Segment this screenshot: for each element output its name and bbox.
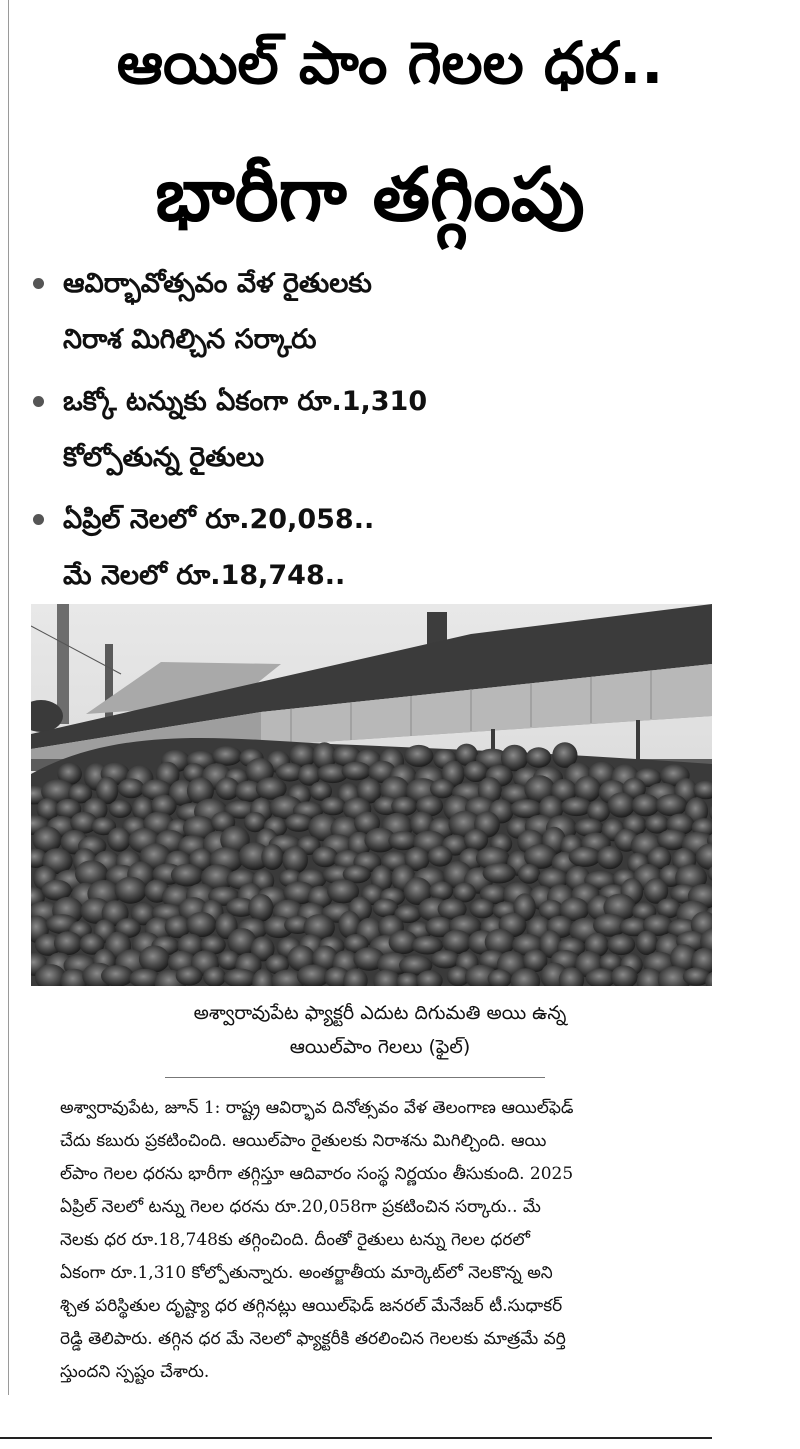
fruit-bunch: [342, 762, 371, 781]
highlight-item: [30, 374, 750, 486]
highlight-item: [30, 492, 750, 604]
bullet-dot-icon: [33, 396, 44, 407]
fruit-bunch: [212, 746, 242, 766]
bottom-rule: [0, 1437, 712, 1439]
article-line: రెడ్డి తెలిపారు. తగ్గిన ధర మే నెలలో ఫ్యాక్టరీకి తరలించిన గెలలకు మాత్రమే వర్తి: [60, 1329, 566, 1349]
fruit-bunch: [320, 797, 346, 816]
fruit-bunch: [526, 747, 551, 767]
headline-line-1: ఆయిల్ పాం గెలల ధర..: [116, 29, 664, 97]
fruit-bunch: [464, 829, 488, 851]
fruit-bunch: [282, 846, 308, 874]
caption-separator: [165, 1077, 545, 1078]
fruit-bunch: [404, 745, 433, 767]
highlights-list: [30, 256, 750, 610]
fruit-bunch: [608, 792, 635, 817]
fruit-bunch: [54, 931, 82, 955]
article-line: స్తుందని స్పష్టం చేశారు.: [60, 1362, 210, 1382]
article-body: [60, 1092, 716, 1389]
fruit-bunch: [561, 797, 592, 816]
fruit-bunch: [632, 794, 660, 816]
article-line: నెలకు ధర రూ.18,748కు తగ్గించింది. దీంతో రైతులు టన్ను గెలల ధరలో: [60, 1230, 530, 1250]
highlight-line: నిరాశ మిగిల్చిన సర్కారు: [63, 324, 317, 355]
article-line: ఏప్రిల్ నెలలో టన్ను గెలల ధరను రూ.20,058గా ప్రకటించిన సర్కారు.. మే: [60, 1197, 541, 1217]
fruit-bunch: [597, 846, 623, 869]
fruit-bunch: [656, 794, 687, 816]
article-line: చేదు కబురు ప్రకటించింది. ఆయిల్‌పాం రైతులకు నిరాశను మిగిల్చింది. ఆయి: [60, 1131, 547, 1151]
photo-caption: [150, 996, 610, 1064]
oil-palm-factory-photo: [31, 604, 712, 986]
fruit-bunch: [107, 827, 130, 851]
article-line: అశ్వారావుపేట, జూన్ 1: రాష్ట్ర ఆవిర్భావ దినోత్సవం వేళ తెలంగాణ ఆయిల్‌ఫెడ్: [60, 1098, 574, 1118]
fruit-bunch: [261, 844, 283, 870]
bullet-dot-icon: [33, 514, 44, 525]
fruit-bunch: [176, 966, 203, 986]
highlight-line: కోల్పోతున్న రైతులు: [63, 442, 265, 473]
fruit-bunch: [388, 831, 417, 850]
news-photo: [31, 604, 712, 986]
fruit-bunch: [312, 846, 338, 867]
fruit-bunch: [518, 864, 540, 884]
fruit-bunch: [428, 846, 453, 867]
fruit-bunch: [118, 778, 145, 798]
bullet-dot-icon: [33, 278, 44, 289]
article-line: ఏకంగా రూ.1,310 కోల్పోతున్నారు. అంతర్జాతీయ మార్కెట్‌లో నెలకొన్న అని: [60, 1263, 553, 1283]
caption-line: అశ్వారావుపేట ఫ్యాక్టరీ ఎదుట దిగుమతి అయి ఉన్న: [193, 1002, 567, 1024]
highlight-line: మే నెలలో రూ.18,748..: [63, 560, 346, 591]
fruit-bunch: [483, 863, 516, 883]
fruit-bunch: [101, 965, 134, 986]
fruit-bunch: [171, 864, 203, 887]
headline-line-2: భారీగా తగ్గింపు: [155, 152, 585, 238]
highlight-line: ఏప్రిల్ నెలలో రూ.20,058..: [63, 504, 375, 535]
article-line: శ్చిత పరిస్థితుల దృష్ట్యా ధర తగ్గినట్లు ఆయిల్‌ఫెడ్ జనరల్ మేనేజర్ టీ.సుధాకర్: [60, 1296, 563, 1316]
fruit-bunch: [636, 931, 658, 955]
highlight-line: ఒక్కో టన్నుకు ఏకంగా రూ.1,310: [63, 386, 428, 417]
fruit-bunch: [470, 899, 495, 919]
fruit-bunch: [607, 934, 635, 955]
fruit-bunch: [248, 894, 273, 922]
fruit-bunch: [569, 847, 601, 867]
fruit-bunch: [431, 950, 460, 968]
highlight-line: ఆవిర్భావోత్సవం వేళ రైతులకు: [63, 268, 372, 299]
fruit-bunch: [109, 800, 132, 818]
fruit-bunch: [186, 912, 216, 937]
article-line: ల్‌పాం గెలల ధరను భారీగా తగ్గిస్తూ ఆదివారం సంస్థ నిర్ణయం తీసుకుంది. 2025: [60, 1164, 574, 1184]
highlight-item: [30, 256, 750, 368]
fruit-bunch: [139, 946, 170, 973]
fruit-bunch: [391, 797, 417, 816]
caption-line: ఆయిల్‌పాం గెలలు (ఫైల్): [289, 1036, 471, 1058]
fruit-bunch: [115, 877, 147, 904]
fruit-bunch: [430, 779, 455, 798]
